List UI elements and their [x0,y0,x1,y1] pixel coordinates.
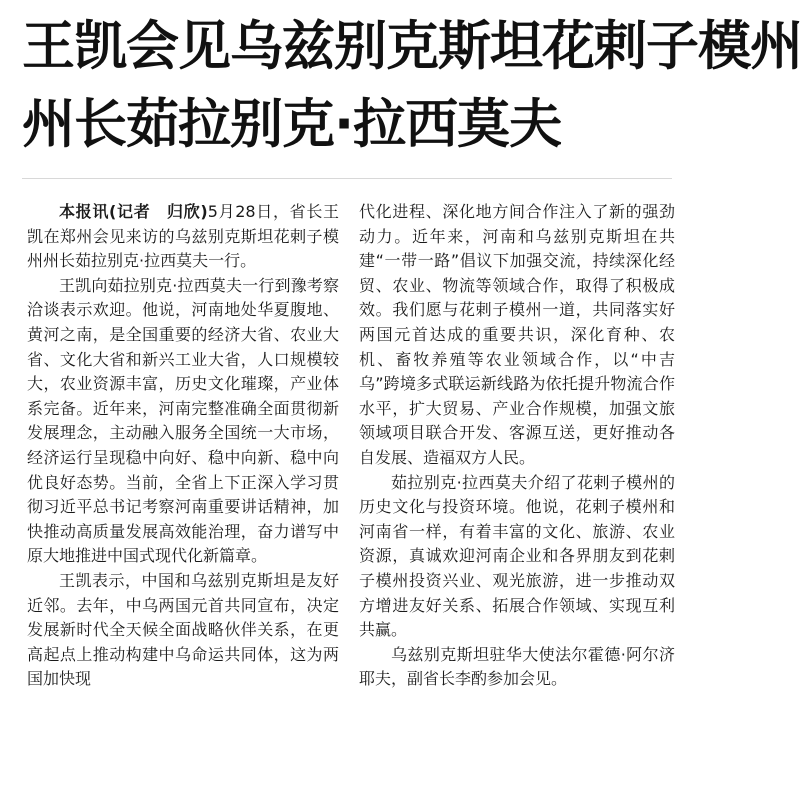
article-column-right [359,200,675,692]
headline-line-2: 州长茹拉别克·拉西莫夫 [22,94,562,155]
paragraph-3-continued: 代化进程、深化地方间合作注入了新的强劲动力。近年来，河南和乌兹别克斯坦在共建“一带一路”倡议下加强交流，持续深化经贸、农业、物流等领域合作，取得了积极成效。我们愿与花剌子模州一道，共同落实好两国元首达成的重要共识，深化育种、农机、畜牧养殖等农业领域合作，以“中吉乌”跨境多式联运新线路为依托提升物流合作水平，扩大贸易、产业合作规模，加强文旅领域项目联合开发、客源互送，更好推动各自发展、造福双方人民。 [359,202,675,467]
paragraph-2: 王凯向茹拉别克·拉西莫夫一行到豫考察洽谈表示欢迎。他说，河南地处华夏腹地、黄河之南，是全国重要的经济大省、农业大省、文化大省和新兴工业大省，人口规模较大，农业资源丰富，历史文化璀璨，产业体系完备。近年来，河南完整准确全面贯彻新发展理念，主动融入服务全国统一大市场，经济运行呈现稳中向好、稳中向新、稳中向优良好态势。当前，全省上下正深入学习贯彻习近平总书记考察河南重要讲话精神，加快推动高质量发展高效能治理，奋力谱写中原大地推进中国式现代化新篇章。 [27,275,339,566]
headline [22,8,802,164]
paragraph-3-start: 王凯表示，中国和乌兹别克斯坦是友好近邻。去年，中乌两国元首共同宣布，决定发展新时代全天候全面战略伙伴关系，在更高起点上推动构建中乌命运共同体，这为两国加快现 [27,570,339,689]
article-column-left [27,200,339,692]
paragraph-5: 乌兹别克斯坦驻华大使法尔霍德·阿尔济耶夫，副省长李酌参加会见。 [359,644,675,689]
headline-divider [22,178,672,179]
paragraph-lead [27,200,339,274]
lead-text: 5月28日，省长王凯在郑州会见来访的乌兹别克斯坦花剌子模州州长茹拉别克·拉西莫夫一行。 [27,202,339,271]
paragraph-4: 茹拉别克·拉西莫夫介绍了花剌子模州的历史文化与投资环境。他说，花剌子模州和河南省一样，有着丰富的文化、旅游、农业资源，真诚欢迎河南企业和各界朋友到花剌子模州投资兴业、观光旅游，进一步推动双方增进友好关系、拓展合作领域、实现互利共赢。 [359,472,675,640]
byline: 本报讯(记者 归欣) [59,202,208,221]
headline-line-1: 王凯会见乌兹别克斯坦花剌子模州 [22,16,802,77]
